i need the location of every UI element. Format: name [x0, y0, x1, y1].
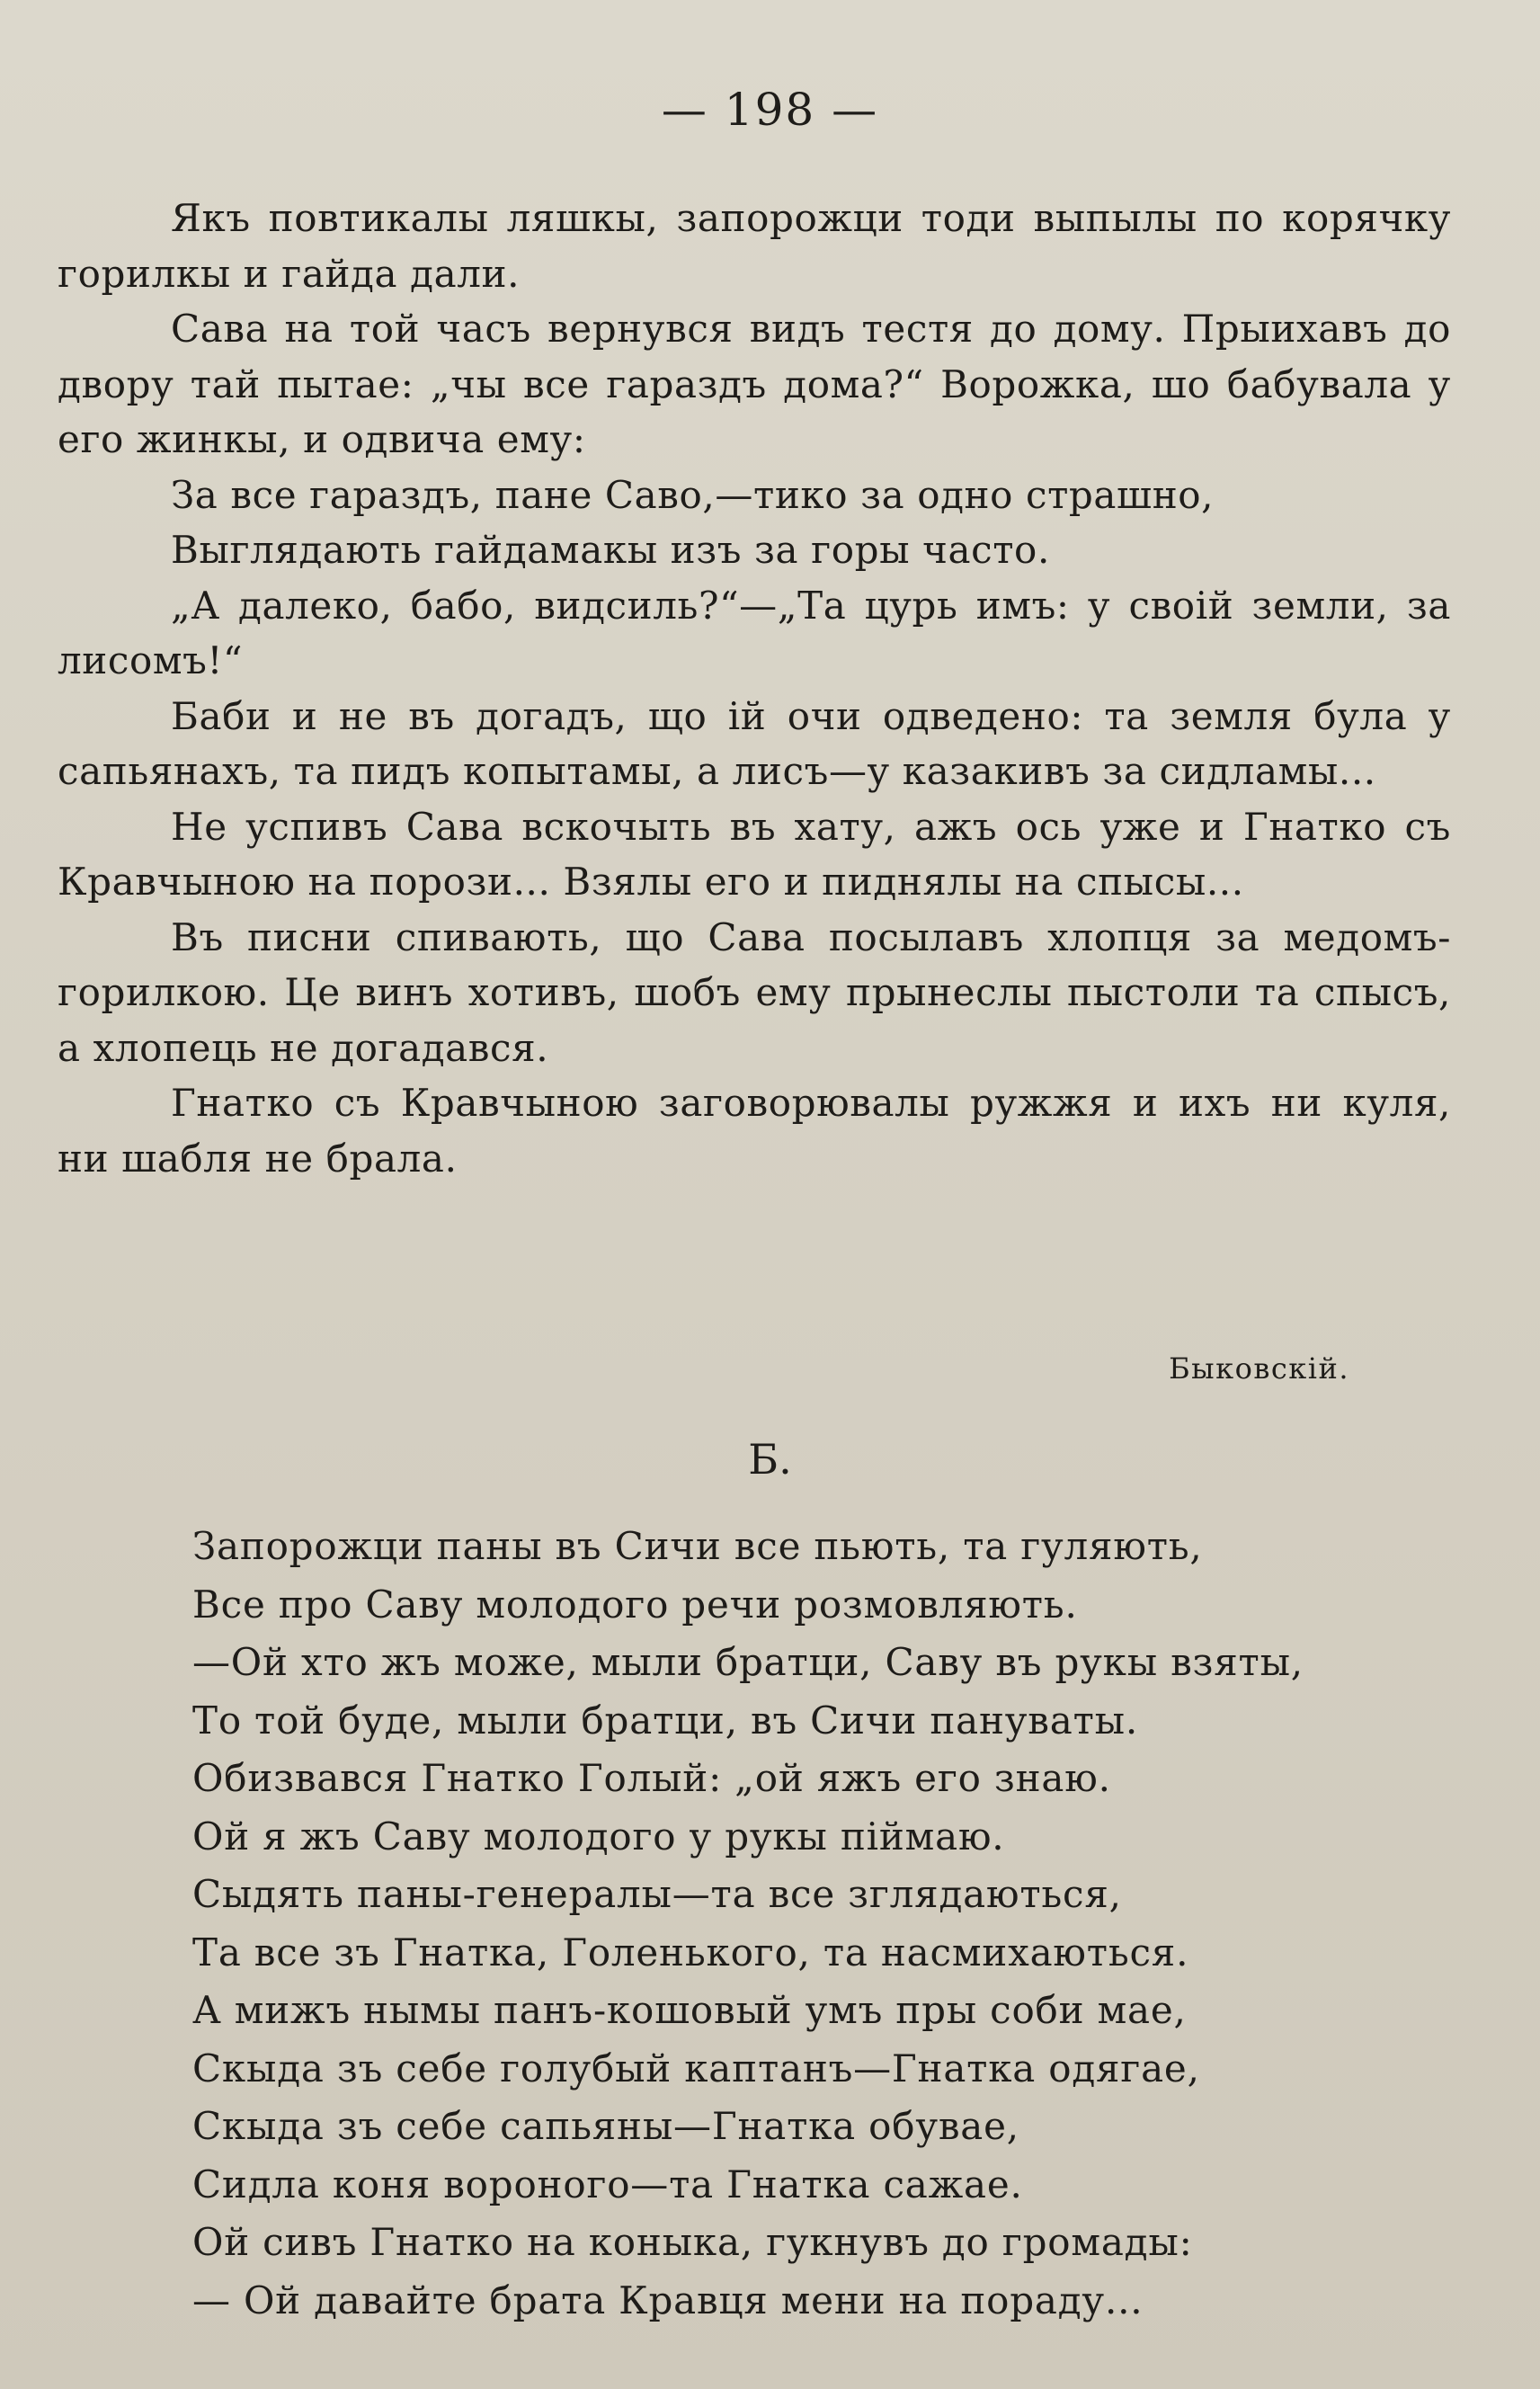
poem-line: Скыда зъ себе голубый каптанъ—Гнатка одягае,: [192, 2046, 1200, 2090]
poem-line: Ой я жъ Саву молодого у рукы піймаю.: [192, 1814, 1005, 1859]
poem-line: Обизвався Гнатко Голый: „ой яжъ его знаю.: [192, 1756, 1111, 1800]
paragraph: Въ писни спивають, що Сава посылавъ хлопця за медомъ-горилкою. Це винъ хотивъ, шобъ ему прынеслы пыстоли та спысъ, а хлопець не догадався.: [58, 914, 1451, 1070]
prose-section: [58, 191, 1451, 1186]
poem-line: —Ой хто жъ може, мыли братци, Саву въ рукы взяты,: [192, 1640, 1304, 1684]
author-signature: Быковскій.: [1169, 1351, 1349, 1386]
verse-line: Выглядають гайдамакы изъ за горы часто.: [171, 528, 1050, 572]
poem-line: Сидла коня вороного—та Гнатка сажае.: [192, 2162, 1023, 2206]
poem: [192, 1518, 1478, 2330]
section-heading: Б.: [748, 1435, 792, 1484]
poem-line: Все про Саву молодого речи розмовляють.: [192, 1582, 1078, 1627]
poem-line: Запорожци паны въ Сичи все пьють, та гуляють,: [192, 1524, 1203, 1568]
paragraph: Якъ повтикалы ляшкы, запорожци тоди выпылы по корячку горилкы и гайда дали.: [58, 196, 1451, 296]
page-number: — 198 —: [661, 84, 879, 136]
paragraph: Баби и не въ догадъ, що ій очи одведено: та земля була у сапьянахъ, та пидъ копытамы, а лисъ—у казакивъ за сидламы...: [58, 693, 1451, 793]
paragraph: Не успивъ Сава вскочыть въ хату, ажъ ось уже и Гнатко съ Кравчыною на порози... Взялы его и пиднялы на спысы...: [58, 804, 1451, 904]
poem-line: А мижъ нымы панъ-кошовый умъ пры соби мае,: [192, 1988, 1187, 2032]
poem-line: Сыдять паны-генералы—та все зглядаються,: [192, 1872, 1122, 1916]
verse-line: За все гараздъ, пане Саво,—тико за одно страшно,: [171, 472, 1215, 517]
paragraph: „А далеко, бабо, видсиль?“—„Та цурь имъ: у своій земли, за лисомъ!“: [58, 583, 1451, 682]
paragraph: Гнатко съ Кравчыною заговорювалы ружжя и ихъ ни куля, ни шабля не брала.: [58, 1081, 1451, 1181]
poem-line: То той буде, мыли братци, въ Сичи пануваты.: [192, 1698, 1138, 1743]
paragraph: Сава на той часъ вернувся видъ тестя до дому. Прыихавъ до двору тай пытае: „чы все гараздъ дома?“ Ворожка, шо бабувала у его жинкы, и одвича ему:: [58, 307, 1451, 461]
poem-line: Скыда зъ себе сапьяны—Гнатка обувае,: [192, 2104, 1019, 2148]
poem-line: Ой сивъ Гнатко на коныка, гукнувъ до громады:: [192, 2220, 1193, 2264]
poem-line: Та все зъ Гнатка, Голенького, та насмихаються.: [192, 1930, 1189, 1974]
poem-line: — Ой давайте брата Кравця мени на пораду...: [192, 2278, 1144, 2322]
